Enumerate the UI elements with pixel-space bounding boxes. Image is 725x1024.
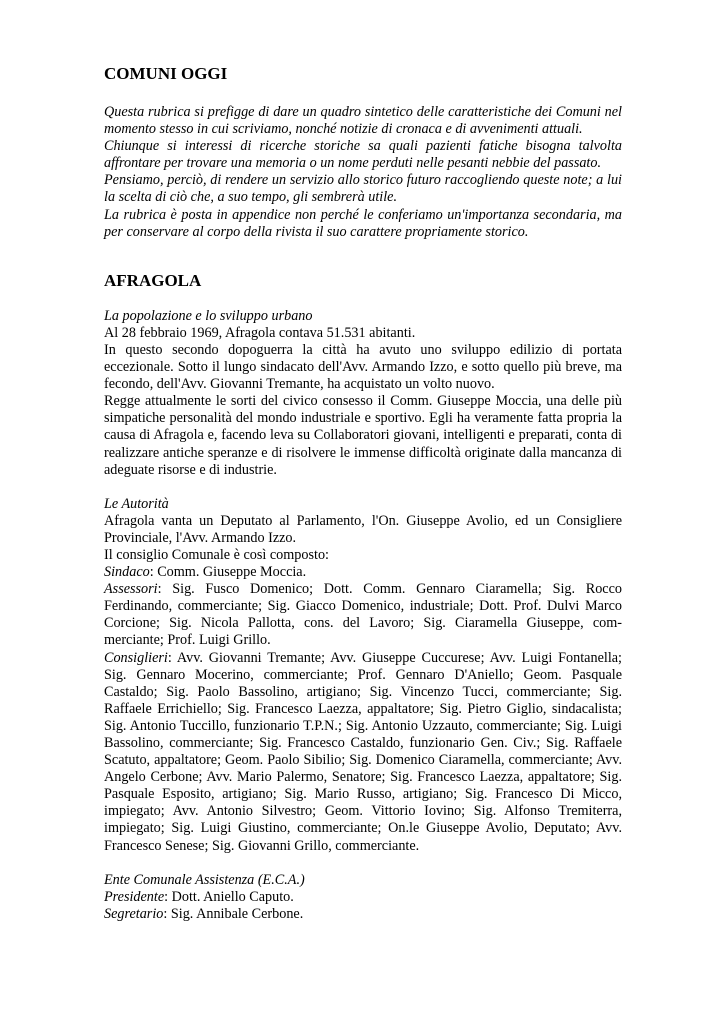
segretario-label: Segretario	[104, 905, 164, 922]
subsection-heading: Ente Comunale Assistenza (E.C.A.)	[104, 871, 305, 888]
assessori-label: Assessori	[104, 581, 158, 598]
assessori-value: : Sig. Fusco Domenico; Dott. Comm. Gennaro Ciaramella; Sig. Rocco Ferdinando, commerciante; Sig. Giacco Domenico, industriale; Dott. Prof. Dulvi Marco Corcione; Sig. Nicola Pallotta, cons. del Lavoro; Sig. Ciaramella Giuseppe, com-merciante; Prof. Luigi Grillo.	[104, 581, 622, 649]
section-popolazione	[104, 308, 622, 479]
segretario-value: : Sig. Annibale Cerbone.	[163, 905, 304, 922]
page-title: COMUNI OGGI	[104, 64, 228, 83]
paragraph: In questo secondo dopoguerra la città ha avuto uno sviluppo edilizio di portata eccezionale. Sotto il lungo sindacato dell'Avv. Armando Izzo, e sotto quello più breve, ma fecondo, dell'Avv. Giovanni Tremante, ha acquistato un volto nuovo.	[104, 341, 622, 393]
sindaco-line	[104, 564, 622, 581]
intro-paragraph: Chiunque si interessi di ricerche storiche sa quali pazienti fatiche bisogna talvolta affrontare per trovare una memoria o un nome perduti nelle pesanti nebbie del passato.	[104, 138, 622, 172]
intro-paragraph: Pensiamo, perciò, di rendere un servizio allo storico futuro raccogliendo queste note; a lui la scelta di ciò che, a suo tempo, gli sembrerà utile.	[104, 172, 622, 206]
paragraph: Regge attualmente le sorti del civico consesso il Comm. Giuseppe Moccia, una delle più simpatiche personalità del mondo industriale e sportivo. Egli ha veramente fatta propria la causa di Afragola e, facendo leva su Collaboratori giovani, intelligenti e preparati, conta di realizzare antiche speranze e di risolvere le immense difficoltà originate dalla mancanza di adeguate risorse e di industrie.	[104, 393, 622, 478]
sindaco-value: : Comm. Giuseppe Moccia.	[149, 564, 307, 581]
document-page	[104, 64, 622, 923]
presidente-line	[104, 889, 622, 906]
subsection-heading: La popolazione e lo sviluppo urbano	[104, 307, 313, 324]
paragraph: Al 28 febbraio 1969, Afragola contava 51.531 abitanti.	[104, 324, 416, 341]
sindaco-label: Sindaco	[104, 564, 150, 581]
section-title: AFRAGOLA	[104, 270, 202, 290]
paragraph: Afragola vanta un Deputato al Parlamento, l'On. Giuseppe Avolio, ed un Consigliere Provinciale, l'Avv. Armando Izzo.	[104, 512, 622, 546]
consiglieri-label: Consiglieri	[104, 649, 168, 666]
intro-block	[104, 104, 622, 241]
intro-paragraph: La rubrica è posta in appendice non perché le conferiamo un'importanza secondaria, ma per conservare al corpo della rivista il suo carattere propriamente storico.	[104, 206, 622, 240]
subsection-heading: Le Autorità	[104, 495, 169, 512]
segretario-line	[104, 906, 622, 923]
section-eca	[104, 872, 622, 923]
consiglieri-value: : Avv. Giovanni Tremante; Avv. Giuseppe Cuccurese; Avv. Luigi Fontanella; Sig. Gennaro Mocerino, commerciante; Prof. Gennaro D'Aniello; Geom. Pasquale Castaldo; Sig. Paolo Bassolino, artigiano; Sig. Vincenzo Tucci, commerciante; Sig. Raffaele Errichiello; Sig. Francesco Laezza, appaltatore; Sig. Pietro Giglio, sindacalista; Sig. Antonio Tuccillo, funzionario T.P.N.; Sig. Antonio Uzzauto, commerciante; Sig. Luigi Bassolino, commerciante; Sig. Francesco Castaldo, funzionario Gen. Civ.; Sig. Raffaele Scatuto, appaltatore; Geom. Paolo Sibilio; Sig. Domenico Ciaramella, commerciante; Avv. Angelo Cerbone; Avv. Mario Palermo, Senatore; Sig. Francesco Laezza, appaltatore; Sig. Pasquale Esposito, artigiano; Sig. Mario Russo, artigiano; Sig. Francesco Di Micco, impiegato; Avv. Antonio Silvestro; Geom. Vittorio Iovino; Sig. Alfonso Tremiterra, impiegato; Sig. Luigi Giustino, commerciante; On.le Giuseppe Avolio, Deputato; Avv. Francesco Senese; Sig. Giovanni Grillo, commerciante.	[104, 649, 622, 854]
intro-paragraph: Questa rubrica si prefigge di dare un quadro sintetico delle caratteristiche dei Comuni nel momento stesso in cui scriviamo, nonché notizie di cronaca e di avvenimenti attuali.	[104, 104, 622, 138]
presidente-label: Presidente	[104, 888, 165, 905]
presidente-value: : Dott. Aniello Caputo.	[164, 888, 294, 905]
consiglieri-line	[104, 650, 622, 855]
paragraph: Il consiglio Comunale è così composto:	[104, 546, 329, 563]
section-autorita	[104, 496, 622, 855]
assessori-line	[104, 581, 622, 649]
